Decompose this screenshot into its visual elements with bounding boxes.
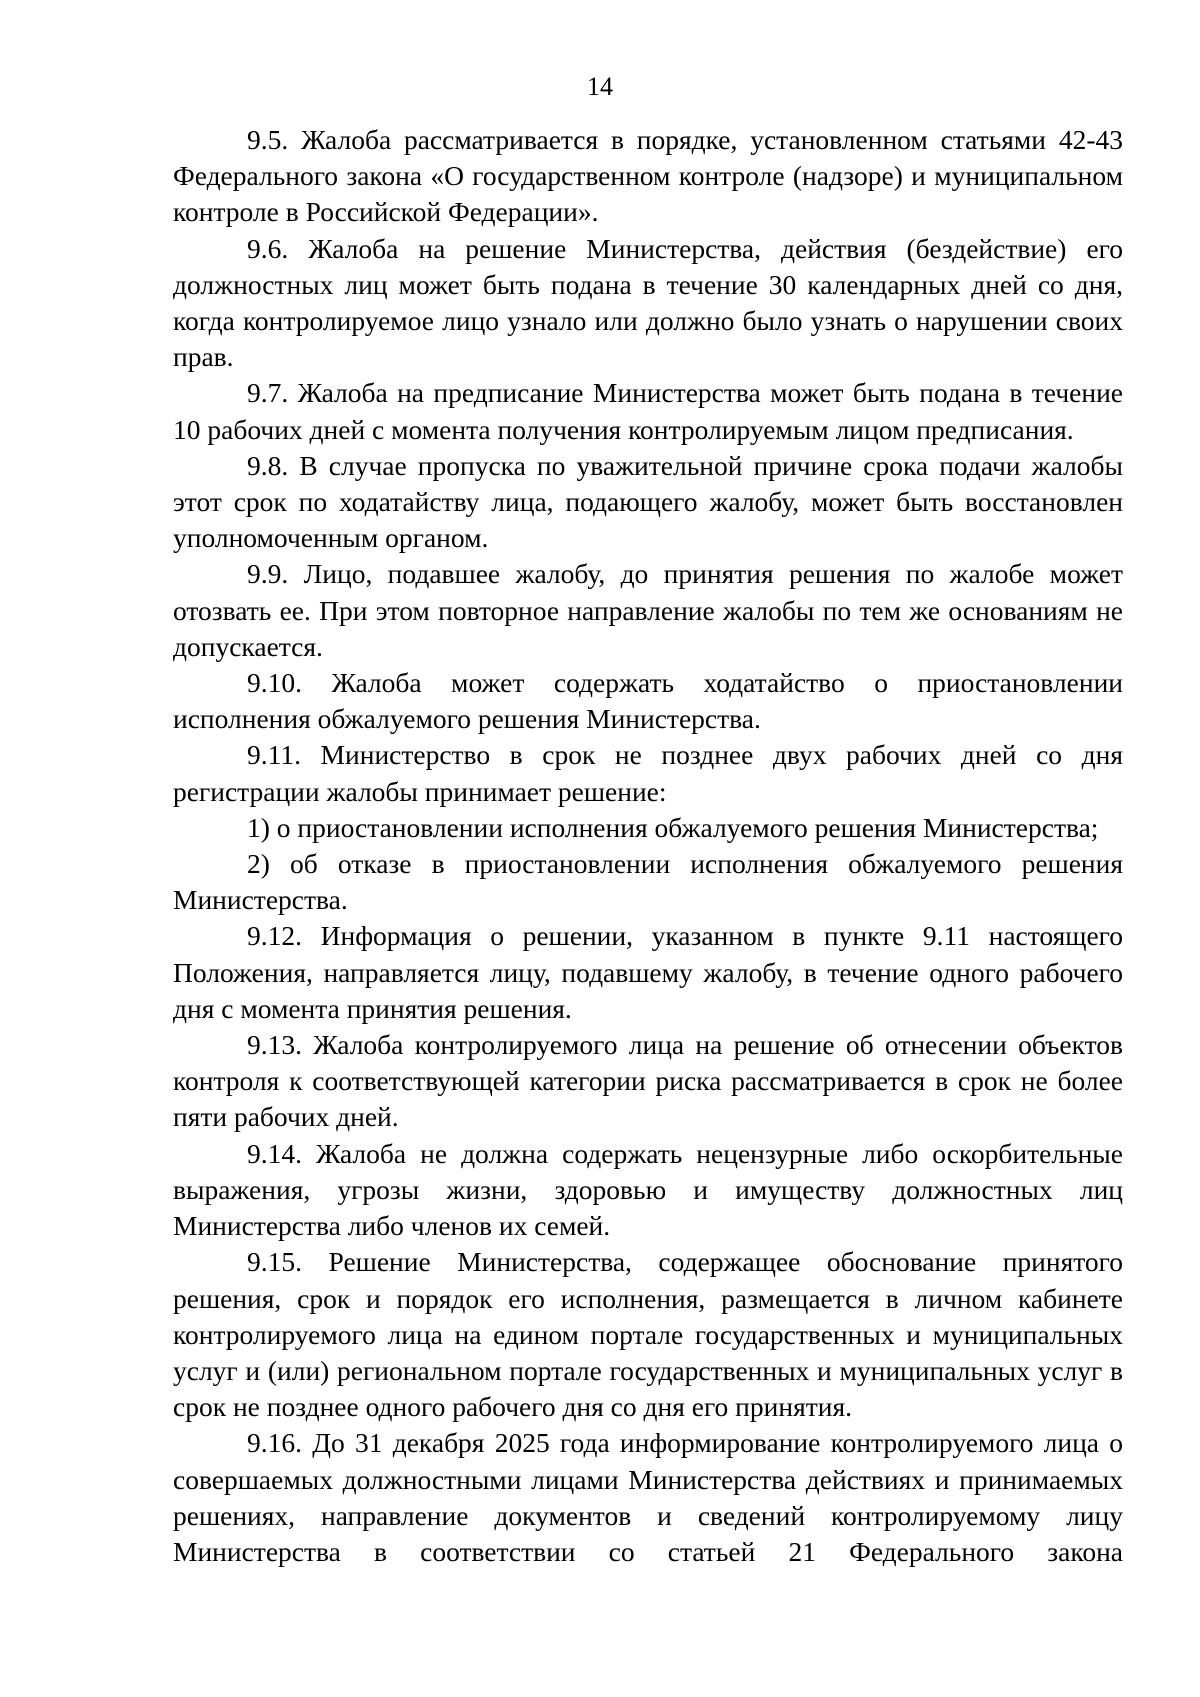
paragraph-9-5: 9.5. Жалоба рассматривается в порядке, установленном статьями 42-43 Федерального закона «О государственном контроле (надзоре) и муниципальном контроле в Российской Федерации». — [173, 124, 1123, 228]
paragraph-9-16: 9.16. До 31 декабря 2025 года информирование контролируемого лица о совершаемых должностными лицами Министерства действиях и принимаемых решениях, направление документов и сведений контролируемому лицу Министерства в соответствии со статьей 21 Федерального закона — [173, 1427, 1123, 1567]
paragraph-9-7: 9.7. Жалоба на предписание Министерства может быть подана в течение 10 рабочих дней с момента получения контролируемым лицом предписания. — [173, 377, 1123, 445]
paragraph-9-8: 9.8. В случае пропуска по уважительной причине срока подачи жалобы этот срок по ходатайству лица, подающего жалобу, может быть восстановлен уполномоченным органом. — [173, 449, 1123, 554]
paragraph-9-13: 9.13. Жалоба контролируемого лица на решение об отнесении объектов контроля к соответствующей категории риска рассматривается в срок не более пяти рабочих дней. — [173, 1029, 1123, 1133]
page-number: 14 — [587, 72, 613, 101]
paragraph-9-14: 9.14. Жалоба не должна содержать нецензурные либо оскорбительные выражения, угрозы жизни, здоровью и имуществу должностных лиц Министерства либо членов их семей. — [173, 1137, 1123, 1242]
list-item-2: 2) об отказе в приостановлении исполнения обжалуемого решения Министерства. — [173, 848, 1123, 916]
paragraph-9-10: 9.10. Жалоба может содержать ходатайство о приостановлении исполнения обжалуемого решения Министерства. — [173, 667, 1123, 735]
paragraph-9-9: 9.9. Лицо, подавшее жалобу, до принятия решения по жалобе может отозвать ее. При этом повторное направление жалобы по тем же основаниям не допускается. — [173, 558, 1123, 662]
list-item-1: 1) о приостановлении исполнения обжалуемого решения Министерства; — [247, 811, 1099, 843]
document-body — [173, 122, 1123, 1570]
paragraph-9-12: 9.12. Информация о решении, указанном в пункте 9.11 настоящего Положения, направляется лицу, подавшему жалобу, в течение одного рабочего дня с момента принятия решения. — [173, 920, 1123, 1024]
paragraph-9-11: 9.11. Министерство в срок не позднее двух рабочих дней со дня регистрации жалобы принимает решение: — [173, 739, 1123, 807]
paragraph-9-15: 9.15. Решение Министерства, содержащее обоснование принятого решения, срок и порядок его исполнения, размещается в личном кабинете контролируемого лица на едином портале государственных и муниципальных услуг и (или) региональном портале государственных и муниципальных услуг в срок не позднее одного рабочего дня со дня его принятия. — [173, 1246, 1123, 1423]
paragraph-9-6: 9.6. Жалоба на решение Министерства, действия (бездействие) его должностных лиц может быть подана в течение 30 календарных дней со дня, когда контролируемое лицо узнало или должно было узнать о нарушении своих прав. — [173, 232, 1123, 373]
